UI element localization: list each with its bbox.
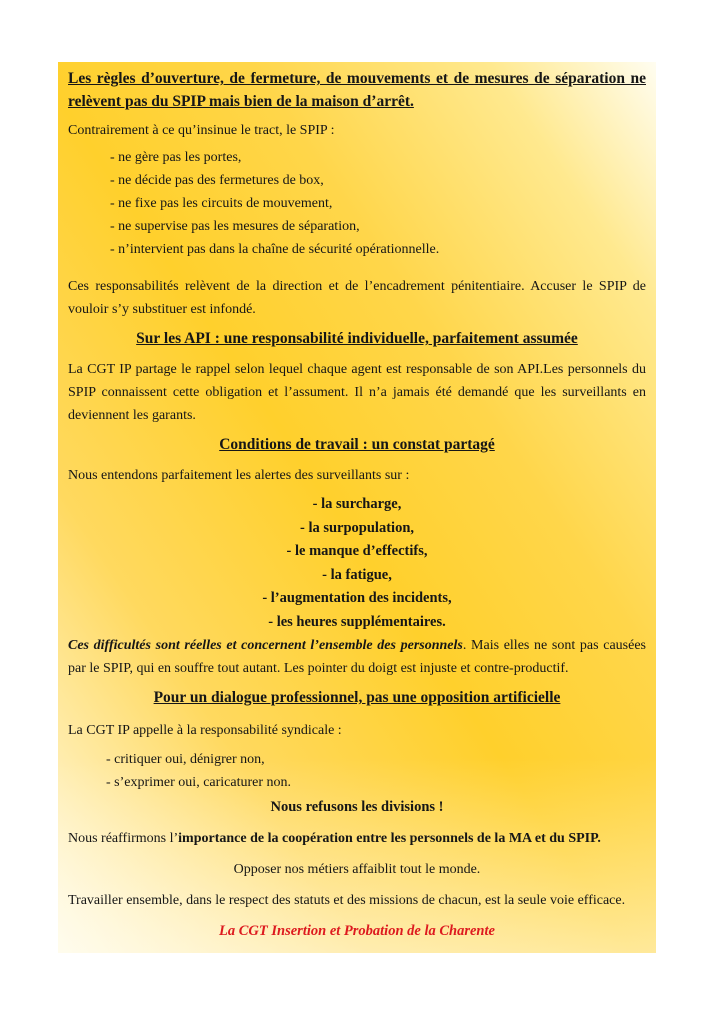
para-difficulties [68,634,646,680]
list-item: - le manque d’effectifs, [286,543,428,559]
para-responsibilities: Ces responsabilités relèvent de la direction et de l’encadrement pénitentiaire. Accuser le SPIP de vouloir s’y substituer est infondé. [68,279,646,317]
spip-negations-list [68,146,646,261]
list-item: - les heures supplémentaires. [268,613,446,630]
para-alerts: Nous entendons parfaitement les alertes des surveillants sur : [68,468,410,483]
heading-api: Sur les API : une responsabilité individuelle, parfaitement assumée [136,330,578,347]
list-item: - critiquer oui, dénigrer non, [106,752,265,767]
syndical-list [68,748,646,794]
para-reaffirm [68,827,646,850]
list-item: - ne fixe pas les circuits de mouvement, [110,196,333,211]
alerts-list [68,493,646,634]
heading-dialogue: Pour un dialogue professionnel, pas une opposition artificielle [153,689,561,706]
list-item: - ne gère pas les portes, [110,150,242,165]
list-item: - la fatigue, [322,566,392,583]
list-item: - ne supervise pas les mesures de séparation, [110,219,360,234]
para-travailler: Travailler ensemble, dans le respect des statuts et des missions de chacun, est la seule voie efficace. [68,893,626,908]
list-item: - s’exprimer oui, caricaturer non. [106,775,292,790]
leaflet-highlight-block [58,62,656,953]
signature-cgt: La CGT Insertion et Probation de la Charente [219,923,495,939]
para-cgt-call: La CGT IP appelle à la responsabilité syndicale : [68,723,342,738]
para-opposer: Opposer nos métiers affaiblit tout le monde. [233,862,481,877]
heading-rules: Les règles d’ouverture, de fermeture, de mouvements et de mesures de séparation ne relèvent pas du SPIP mais bien de la maison d’arrêt. [68,70,646,110]
para-api: La CGT IP partage le rappel selon lequel chaque agent est responsable de son API.Les personnels du SPIP connaissent cette obligation et l’assument. Il n’a jamais été demandé que les surveillants en deviennent les garants. [68,362,646,423]
para-reaffirm-bold: importance de la coopération entre les personnels de la MA et du SPIP. [178,831,601,846]
list-item: - n’intervient pas dans la chaîne de sécurité opérationnelle. [110,242,440,257]
para-intro: Contrairement à ce qu’insinue le tract, le SPIP : [68,123,335,138]
para-reaffirm-prefix: Nous réaffirmons l’ [68,831,179,846]
list-item: - l’augmentation des incidents, [262,590,452,606]
para-difficulties-rest: . Mais elles ne sont pas causées par le SPIP, qui en souffre tout autant. Les pointer du doigt est injuste et contre-productif. [68,638,646,676]
list-item: - la surcharge, [312,496,402,512]
heading-conditions: Conditions de travail : un constat partagé [219,436,495,453]
list-item: - ne décide pas des fermetures de box, [110,173,324,188]
slogan-divisions: Nous refusons les divisions ! [270,799,444,815]
para-difficulties-lead: Ces difficultés sont réelles et concernent l’ensemble des personnels [68,638,463,653]
list-item: - la surpopulation, [299,519,415,536]
